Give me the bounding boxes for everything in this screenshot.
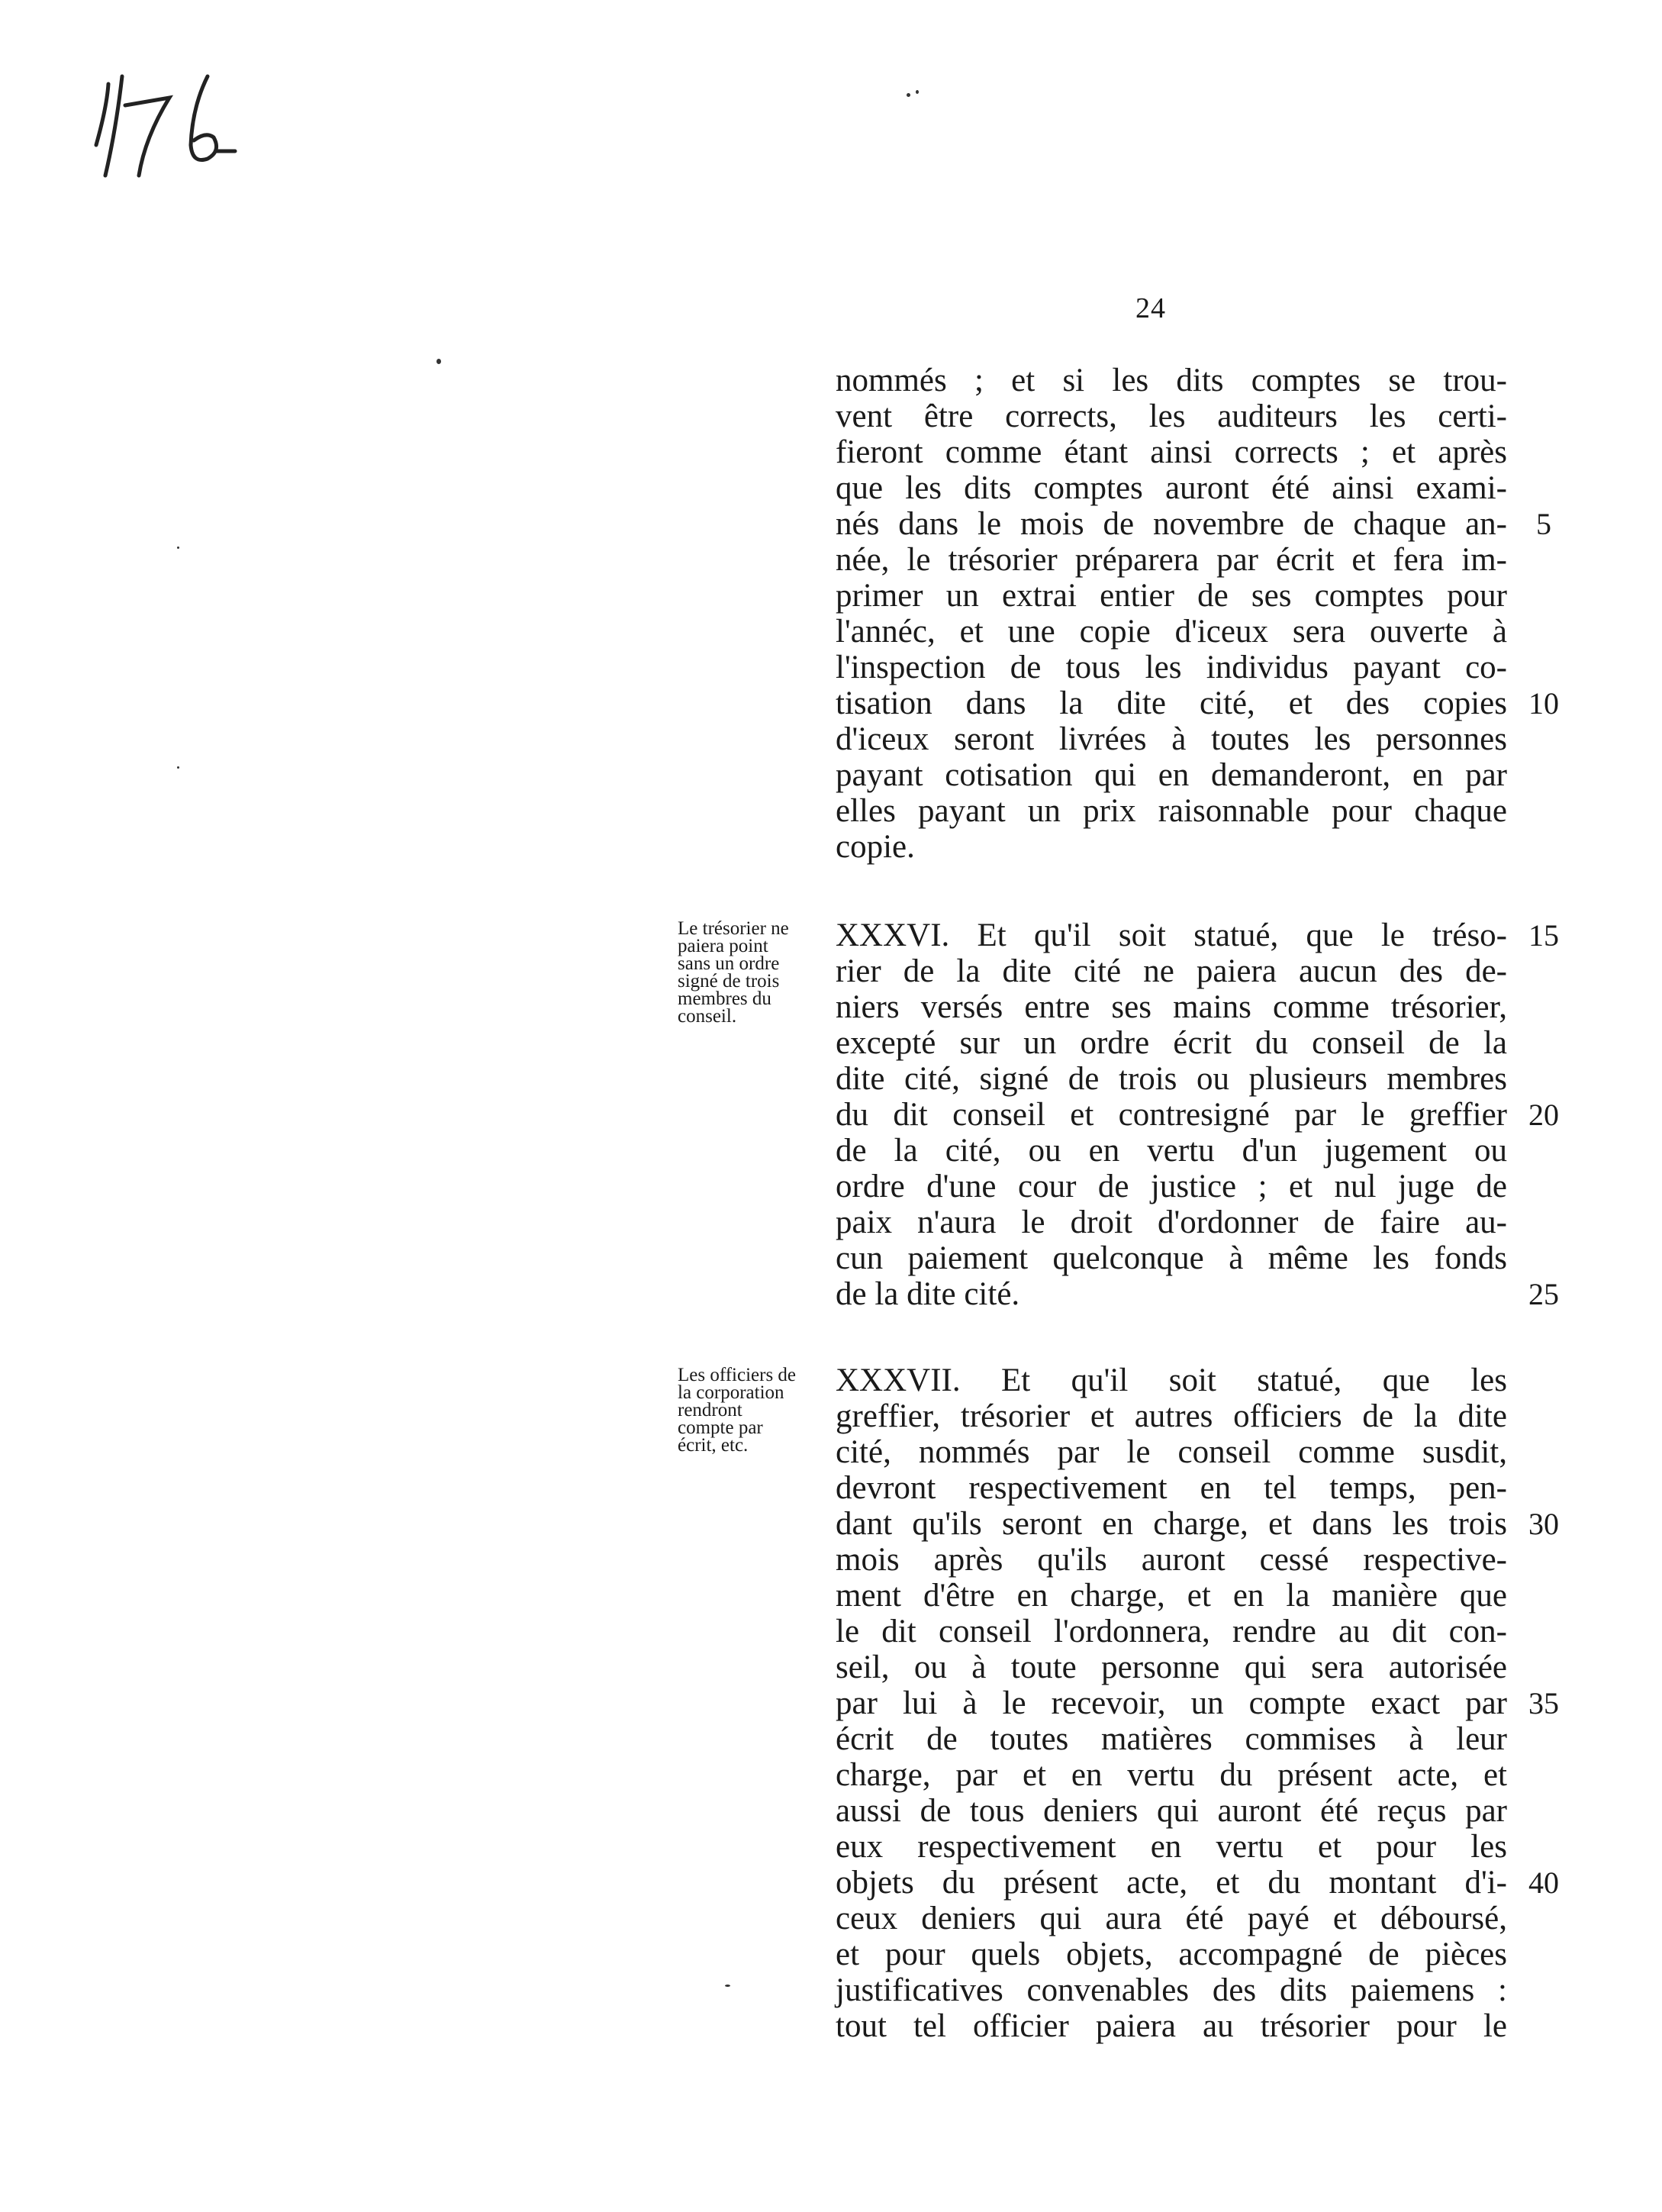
margin-note-line: Le trésorier ne bbox=[678, 918, 789, 939]
text-line: l'inspection de tous les individus payant co- bbox=[836, 650, 1507, 685]
text-line: XXXVI. Et qu'il soit statué, que le tréso- bbox=[836, 917, 1507, 953]
text-line: ment d'être en charge, et en la manière que bbox=[836, 1578, 1507, 1614]
margin-note-line: compte par bbox=[678, 1417, 763, 1438]
text-line: excepté sur un ordre écrit du conseil de la bbox=[836, 1025, 1507, 1061]
text-line: du dit conseil et contresigné par le greffier bbox=[836, 1097, 1507, 1133]
margin-note-line: paiera point bbox=[678, 936, 768, 956]
line-number: 10 bbox=[1528, 686, 1559, 721]
margin-note-line: sans un ordre bbox=[678, 953, 780, 974]
text-line: payant cotisation qui en demanderont, en par bbox=[836, 757, 1507, 793]
ink-speck bbox=[177, 766, 179, 769]
line-number: 15 bbox=[1528, 918, 1559, 953]
text-line: dant qu'ils seront en charge, et dans les trois bbox=[836, 1506, 1507, 1542]
margin-note-line: signé de trois bbox=[678, 971, 780, 992]
text-line: de la cité, ou en vertu d'un jugement ou bbox=[836, 1133, 1507, 1169]
text-line: l'annéc, et une copie d'iceux sera ouverte à bbox=[836, 614, 1507, 650]
ink-speck bbox=[916, 90, 919, 94]
margin-note-line: écrit, etc. bbox=[678, 1435, 749, 1456]
text-line: nommés ; et si les dits comptes se trou- bbox=[836, 363, 1507, 398]
text-line: fieront comme étant ainsi corrects ; et après bbox=[836, 434, 1507, 470]
line-number: 30 bbox=[1528, 1507, 1559, 1541]
text-line: de la dite cité. bbox=[836, 1276, 1020, 1312]
text-line: que les dits comptes auront été ainsi exami- bbox=[836, 470, 1507, 506]
text-line: objets du présent acte, et du montant d'i- bbox=[836, 1865, 1507, 1901]
text-line: nés dans le mois de novembre de chaque an- bbox=[836, 506, 1507, 542]
text-line: charge, par et en vertu du présent acte, et bbox=[836, 1757, 1507, 1793]
page-number: 24 bbox=[1135, 292, 1166, 324]
margin-note-line: la corporation bbox=[678, 1382, 784, 1403]
text-line: ordre d'une cour de justice ; et nul juge de bbox=[836, 1169, 1507, 1204]
text-line: greffier, trésorier et autres officiers de la dite bbox=[836, 1398, 1507, 1434]
line-number: 25 bbox=[1528, 1277, 1559, 1311]
ink-speck bbox=[177, 547, 179, 549]
text-line: ceux deniers qui aura été payé et déboursé, bbox=[836, 1901, 1507, 1936]
handwritten-folio-mark bbox=[85, 61, 238, 198]
margin-note-line: rendront bbox=[678, 1400, 742, 1420]
text-line: et pour quels objets, accompagné de pièces bbox=[836, 1936, 1507, 1972]
text-line: rier de la dite cité ne paiera aucun des de- bbox=[836, 953, 1507, 989]
text-line: d'iceux seront livrées à toutes les personnes bbox=[836, 721, 1507, 757]
text-line: dite cité, signé de trois ou plusieurs membres bbox=[836, 1061, 1507, 1097]
text-line: le dit conseil l'ordonnera, rendre au dit con- bbox=[836, 1614, 1507, 1649]
text-line: cun paiement quelconque à même les fonds bbox=[836, 1240, 1507, 1276]
text-line: vent être corrects, les auditeurs les certi- bbox=[836, 398, 1507, 434]
ink-speck bbox=[907, 93, 910, 97]
line-number: 35 bbox=[1528, 1686, 1559, 1720]
line-number: 20 bbox=[1528, 1098, 1559, 1132]
text-line: écrit de toutes matières commises à leur bbox=[836, 1721, 1507, 1757]
ink-speck bbox=[436, 359, 441, 364]
text-line: par lui à le recevoir, un compte exact par bbox=[836, 1685, 1507, 1721]
text-line: tout tel officier paiera au trésorier pour le bbox=[836, 2008, 1507, 2044]
text-line: née, le trésorier préparera par écrit et fera im- bbox=[836, 542, 1507, 578]
text-line: niers versés entre ses mains comme trésorier, bbox=[836, 989, 1507, 1025]
text-line: aussi de tous deniers qui auront été reçus par bbox=[836, 1793, 1507, 1829]
text-line: paix n'aura le droit d'ordonner de faire au- bbox=[836, 1204, 1507, 1240]
margin-note-line: Les officiers de bbox=[678, 1365, 797, 1385]
text-line: justificatives convenables des dits paiemens : bbox=[836, 1972, 1507, 2008]
text-line: primer un extrai entier de ses comptes pour bbox=[836, 578, 1507, 614]
line-number: 5 bbox=[1536, 507, 1551, 541]
margin-note-line: membres du bbox=[678, 988, 771, 1009]
text-line: tisation dans la dite cité, et des copies bbox=[836, 685, 1507, 721]
text-line: mois après qu'ils auront cessé respective- bbox=[836, 1542, 1507, 1578]
text-line: devront respectivement en tel temps, pen- bbox=[836, 1470, 1507, 1506]
text-line: XXXVII. Et qu'il soit statué, que les bbox=[836, 1362, 1507, 1398]
text-line: copie. bbox=[836, 829, 915, 865]
text-line: cité, nommés par le conseil comme susdit, bbox=[836, 1434, 1507, 1470]
text-line: seil, ou à toute personne qui sera autorisée bbox=[836, 1649, 1507, 1685]
margin-note-officers bbox=[678, 1366, 834, 1454]
ink-speck bbox=[725, 1985, 730, 1987]
margin-note-line: conseil. bbox=[678, 1006, 737, 1027]
text-line: eux respectivement en vertu et pour les bbox=[836, 1829, 1507, 1865]
text-line: elles payant un prix raisonnable pour chaque bbox=[836, 793, 1507, 829]
line-number: 40 bbox=[1528, 1865, 1559, 1900]
margin-note-treasurer bbox=[678, 920, 834, 1025]
